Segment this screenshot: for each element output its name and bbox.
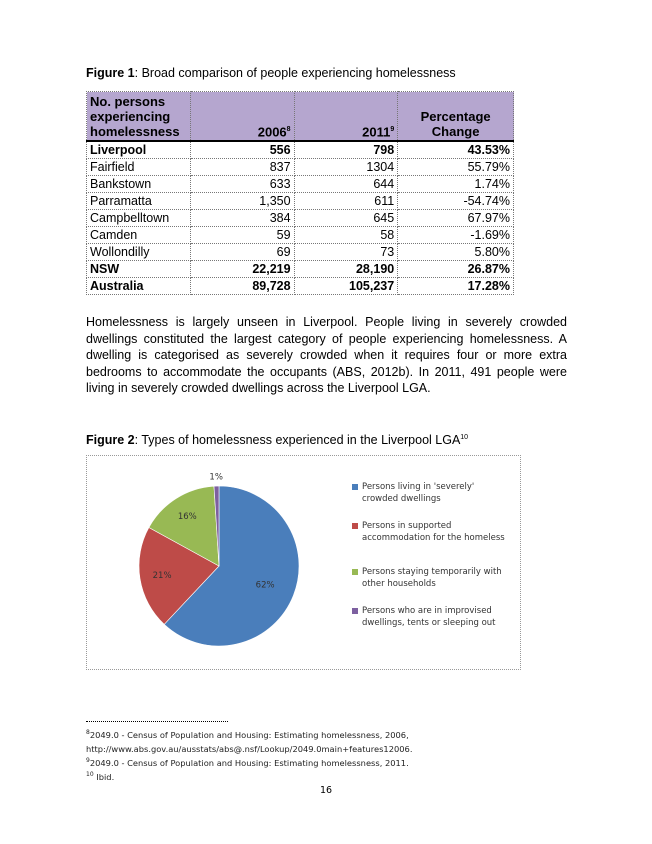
cell-2006: 837 xyxy=(190,159,294,176)
table-row xyxy=(87,141,514,159)
legend-item xyxy=(352,481,512,505)
cell-change: 1.74% xyxy=(398,176,514,193)
legend-swatch xyxy=(352,608,358,614)
header-percentage-change: Percentage Change xyxy=(398,92,514,142)
cell-2006: 384 xyxy=(190,210,294,227)
footnote-text: 2049.0 - Census of Population and Housing: Estimating homelessness, 2006, xyxy=(89,729,409,740)
cell-area: Liverpool xyxy=(87,141,191,159)
legend-label: Persons in supported accommodation for the homeless xyxy=(362,521,505,543)
table-body xyxy=(87,141,514,295)
cell-change: 26.87% xyxy=(398,261,514,278)
figure-1-caption xyxy=(86,66,456,80)
cell-2011: 58 xyxy=(294,227,398,244)
pie-slice-label: 1% xyxy=(209,472,223,483)
figure-2-caption xyxy=(86,433,468,447)
footnote-number: 10 xyxy=(86,771,94,778)
footnote-text: 2049.0 - Census of Population and Housing: Estimating homelessness, 2011. xyxy=(89,757,409,768)
footnote xyxy=(86,743,412,754)
pie-slice-label: 16% xyxy=(177,512,197,523)
legend-item xyxy=(352,566,512,590)
header-2011-label: 2011 xyxy=(362,124,391,139)
cell-2011: 645 xyxy=(294,210,398,227)
header-2006-label: 2006 xyxy=(257,124,287,139)
figure-2-caption-text: : Types of homelessness experienced in the Liverpool LGA xyxy=(134,433,461,447)
figure-2-footnote: 10 xyxy=(460,433,469,441)
body-paragraph: Homelessness is largely unseen in Liverpool. People living in severely crowded dwellings constituted the largest category of people experiencing homelessness. A dwelling is categorised as severely crowded when it requires four or more extra bedrooms to accommodate the occupants (ABS, 2012b). In 2011, 491 people were living in severely crowded dwellings across the Liverpool LGA. xyxy=(86,315,567,395)
cell-2011: 1304 xyxy=(294,159,398,176)
cell-2011: 73 xyxy=(294,244,398,261)
cell-area: Wollondilly xyxy=(87,244,191,261)
cell-area: Bankstown xyxy=(87,176,191,193)
cell-area: Parramatta xyxy=(87,193,191,210)
cell-2006: 22,219 xyxy=(190,261,294,278)
cell-2006: 556 xyxy=(190,141,294,159)
header-persons: No. persons experiencing homelessness xyxy=(87,92,191,142)
cell-2006: 1,350 xyxy=(190,193,294,210)
cell-2011: 611 xyxy=(294,193,398,210)
cell-area: Australia xyxy=(87,278,191,295)
table-header-row xyxy=(87,92,514,142)
cell-2006: 69 xyxy=(190,244,294,261)
cell-change: 55.79% xyxy=(398,159,514,176)
table-row xyxy=(87,210,514,227)
header-2011 xyxy=(294,92,398,142)
footnote xyxy=(86,771,114,782)
pie-slice-label: 62% xyxy=(255,580,275,591)
cell-area: Camden xyxy=(87,227,191,244)
cell-change: -1.69% xyxy=(398,227,514,244)
cell-area: NSW xyxy=(87,261,191,278)
cell-2011: 105,237 xyxy=(294,278,398,295)
table-row xyxy=(87,227,514,244)
cell-change: 43.53% xyxy=(398,141,514,159)
pie-slice-label: 21% xyxy=(152,571,172,582)
footnote-number: 8 xyxy=(86,729,90,736)
header-2011-footnote: 9 xyxy=(390,125,395,133)
cell-2011: 644 xyxy=(294,176,398,193)
footnote-separator xyxy=(86,721,228,722)
footnote xyxy=(86,729,409,740)
cell-2006: 89,728 xyxy=(190,278,294,295)
cell-change: 67.97% xyxy=(398,210,514,227)
cell-2006: 633 xyxy=(190,176,294,193)
footnote-number: 9 xyxy=(86,757,90,764)
cell-2011: 28,190 xyxy=(294,261,398,278)
table-row xyxy=(87,261,514,278)
table-row xyxy=(87,159,514,176)
figure-2-label: Figure 2 xyxy=(86,433,135,447)
legend-label: Persons staying temporarily with other households xyxy=(362,567,502,589)
footnote xyxy=(86,757,409,768)
legend-item xyxy=(352,520,512,544)
legend-label: Persons who are in improvised dwellings, tents or sleeping out xyxy=(362,606,496,628)
homelessness-comparison-table xyxy=(86,91,514,295)
footnote-text: Ibid. xyxy=(93,771,115,782)
cell-2011: 798 xyxy=(294,141,398,159)
header-2006 xyxy=(190,92,294,142)
table-row xyxy=(87,278,514,295)
legend-swatch xyxy=(352,484,358,490)
table-row xyxy=(87,193,514,210)
legend-swatch xyxy=(352,523,358,529)
page-number: 16 xyxy=(319,785,333,796)
legend-label: Persons living in 'severely' crowded dwellings xyxy=(362,482,475,504)
header-2006-footnote: 8 xyxy=(286,125,291,133)
legend-item xyxy=(352,605,512,629)
cell-area: Fairfield xyxy=(87,159,191,176)
footnote-text: http://www.abs.gov.au/ausstats/abs@.nsf/Lookup/2049.0main+features12006. xyxy=(86,743,413,754)
cell-change: -54.74% xyxy=(398,193,514,210)
cell-change: 17.28% xyxy=(398,278,514,295)
figure-1-label: Figure 1 xyxy=(86,66,135,80)
cell-area: Campbelltown xyxy=(87,210,191,227)
legend-swatch xyxy=(352,569,358,575)
cell-2006: 59 xyxy=(190,227,294,244)
table-row xyxy=(87,244,514,261)
table-row xyxy=(87,176,514,193)
cell-change: 5.80% xyxy=(398,244,514,261)
figure-1-caption-text: : Broad comparison of people experiencing homelessness xyxy=(134,66,456,80)
